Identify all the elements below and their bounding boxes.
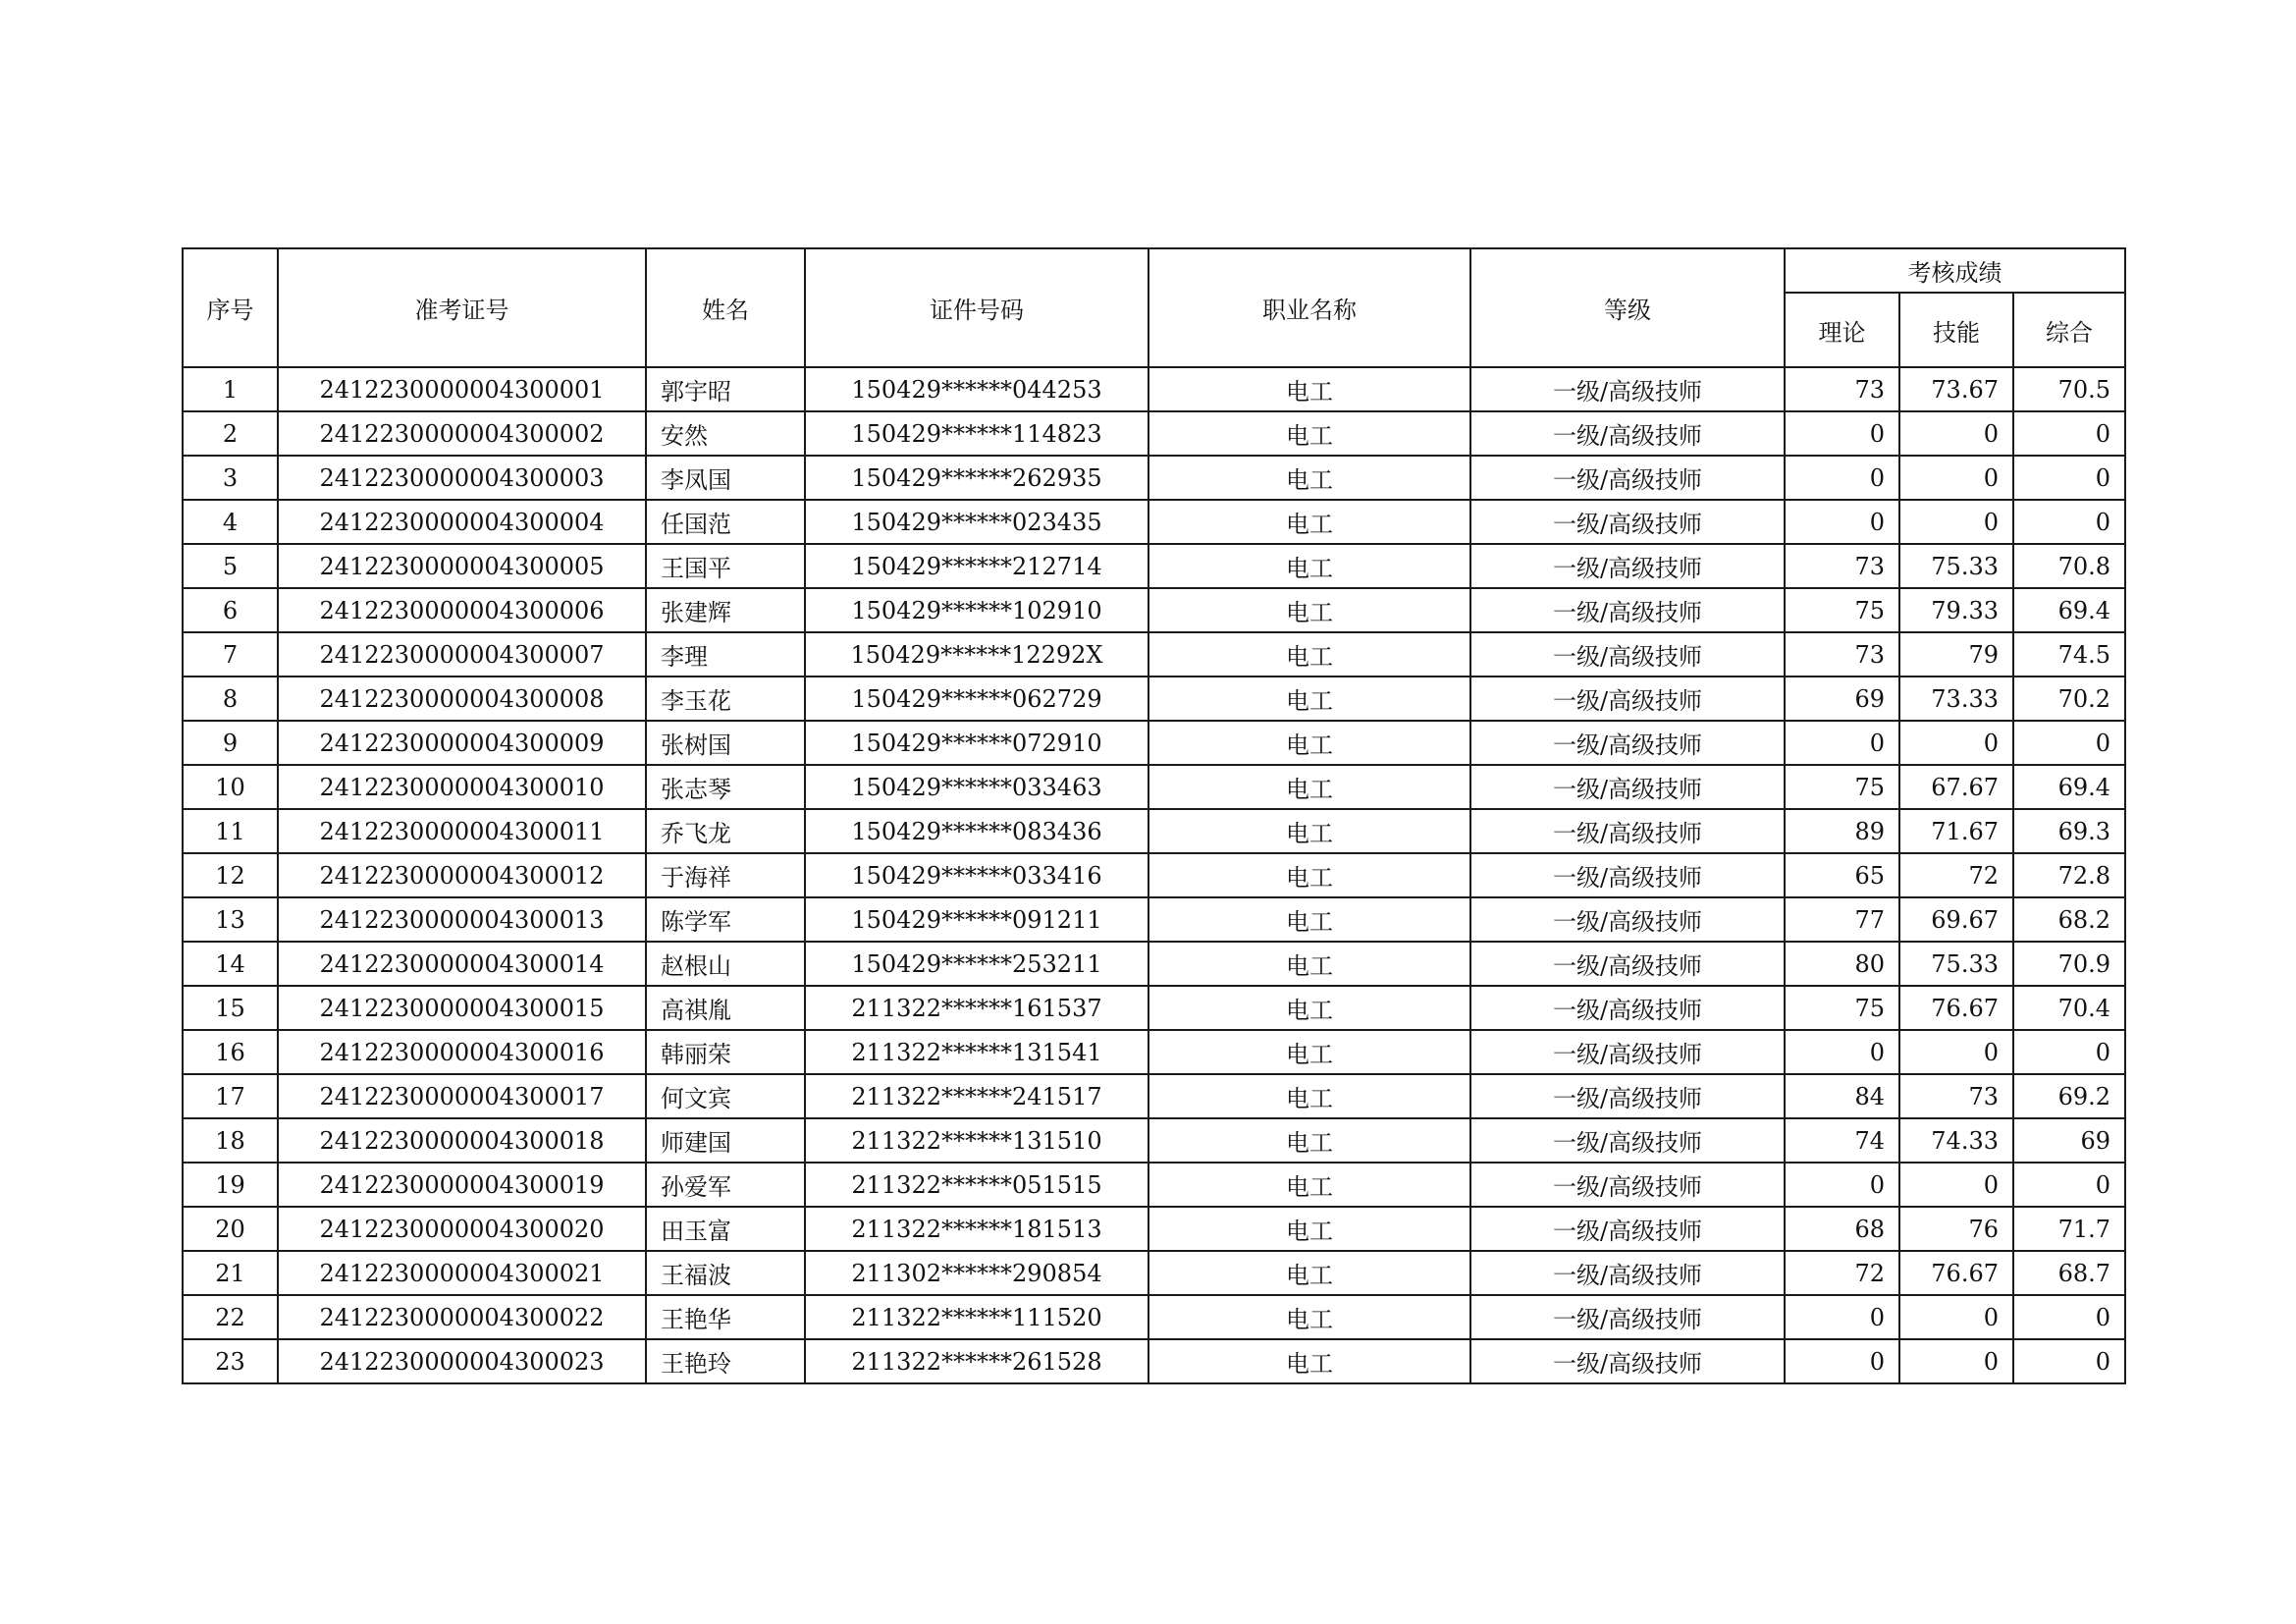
cell-skill: 71.67 <box>1899 809 2013 853</box>
cell-level: 一级/高级技师 <box>1470 1207 1785 1251</box>
cell-id-number: 211322******181513 <box>805 1207 1148 1251</box>
cell-skill: 74.33 <box>1899 1118 2013 1163</box>
cell-seq: 9 <box>183 721 278 765</box>
cell-occupation: 电工 <box>1148 1163 1470 1207</box>
table-row <box>183 942 2125 986</box>
cell-skill: 79 <box>1899 632 2013 677</box>
cell-level: 一级/高级技师 <box>1470 1295 1785 1339</box>
table-body <box>183 367 2125 1383</box>
cell-name: 孙爱军 <box>646 1163 805 1207</box>
header-id-number: 证件号码 <box>805 248 1148 367</box>
table-row <box>183 588 2125 632</box>
cell-theory: 75 <box>1785 588 1899 632</box>
header-exam-id: 准考证号 <box>278 248 646 367</box>
table-row <box>183 456 2125 500</box>
cell-level: 一级/高级技师 <box>1470 544 1785 588</box>
header-level: 等级 <box>1470 248 1785 367</box>
cell-occupation: 电工 <box>1148 765 1470 809</box>
cell-name: 安然 <box>646 411 805 456</box>
cell-theory: 0 <box>1785 1295 1899 1339</box>
table-row <box>183 1251 2125 1295</box>
cell-occupation: 电工 <box>1148 1295 1470 1339</box>
cell-level: 一级/高级技师 <box>1470 456 1785 500</box>
table-row <box>183 367 2125 411</box>
table-row <box>183 677 2125 721</box>
cell-theory: 0 <box>1785 411 1899 456</box>
cell-id-number: 150429******072910 <box>805 721 1148 765</box>
cell-theory: 89 <box>1785 809 1899 853</box>
cell-exam-id: 2412230000004300001 <box>278 367 646 411</box>
cell-theory: 68 <box>1785 1207 1899 1251</box>
table-row <box>183 500 2125 544</box>
cell-name: 高祺胤 <box>646 986 805 1030</box>
cell-name: 张树国 <box>646 721 805 765</box>
cell-seq: 12 <box>183 853 278 897</box>
cell-theory: 74 <box>1785 1118 1899 1163</box>
cell-exam-id: 2412230000004300017 <box>278 1074 646 1118</box>
cell-theory: 0 <box>1785 1339 1899 1383</box>
cell-occupation: 电工 <box>1148 1207 1470 1251</box>
cell-name: 郭宇昭 <box>646 367 805 411</box>
cell-skill: 0 <box>1899 1339 2013 1383</box>
cell-occupation: 电工 <box>1148 721 1470 765</box>
cell-name: 王福波 <box>646 1251 805 1295</box>
cell-id-number: 211322******131541 <box>805 1030 1148 1074</box>
cell-skill: 0 <box>1899 411 2013 456</box>
cell-name: 王艳华 <box>646 1295 805 1339</box>
cell-name: 李玉花 <box>646 677 805 721</box>
cell-skill: 67.67 <box>1899 765 2013 809</box>
cell-name: 任国范 <box>646 500 805 544</box>
cell-seq: 1 <box>183 367 278 411</box>
cell-name: 陈学军 <box>646 897 805 942</box>
cell-seq: 2 <box>183 411 278 456</box>
cell-theory: 73 <box>1785 632 1899 677</box>
cell-name: 张建辉 <box>646 588 805 632</box>
cell-seq: 22 <box>183 1295 278 1339</box>
cell-seq: 16 <box>183 1030 278 1074</box>
table-row <box>183 765 2125 809</box>
cell-seq: 4 <box>183 500 278 544</box>
header-theory: 理论 <box>1785 293 1899 367</box>
cell-overall: 0 <box>2013 1295 2125 1339</box>
cell-skill: 73.67 <box>1899 367 2013 411</box>
cell-occupation: 电工 <box>1148 1251 1470 1295</box>
cell-skill: 0 <box>1899 500 2013 544</box>
cell-theory: 0 <box>1785 456 1899 500</box>
table-row <box>183 986 2125 1030</box>
cell-occupation: 电工 <box>1148 544 1470 588</box>
cell-exam-id: 2412230000004300018 <box>278 1118 646 1163</box>
cell-id-number: 211322******261528 <box>805 1339 1148 1383</box>
cell-theory: 75 <box>1785 765 1899 809</box>
cell-overall: 0 <box>2013 1163 2125 1207</box>
cell-skill: 76.67 <box>1899 986 2013 1030</box>
cell-occupation: 电工 <box>1148 853 1470 897</box>
cell-seq: 17 <box>183 1074 278 1118</box>
cell-skill: 75.33 <box>1899 942 2013 986</box>
cell-exam-id: 2412230000004300009 <box>278 721 646 765</box>
cell-skill: 79.33 <box>1899 588 2013 632</box>
cell-exam-id: 2412230000004300015 <box>278 986 646 1030</box>
cell-occupation: 电工 <box>1148 986 1470 1030</box>
cell-occupation: 电工 <box>1148 1074 1470 1118</box>
table-row <box>183 1295 2125 1339</box>
cell-overall: 0 <box>2013 411 2125 456</box>
cell-exam-id: 2412230000004300020 <box>278 1207 646 1251</box>
cell-theory: 80 <box>1785 942 1899 986</box>
cell-seq: 19 <box>183 1163 278 1207</box>
table-row <box>183 411 2125 456</box>
cell-id-number: 150429******033416 <box>805 853 1148 897</box>
cell-overall: 70.4 <box>2013 986 2125 1030</box>
cell-seq: 13 <box>183 897 278 942</box>
cell-seq: 8 <box>183 677 278 721</box>
cell-skill: 73 <box>1899 1074 2013 1118</box>
cell-overall: 69.3 <box>2013 809 2125 853</box>
cell-occupation: 电工 <box>1148 897 1470 942</box>
cell-theory: 0 <box>1785 1030 1899 1074</box>
cell-name: 王艳玲 <box>646 1339 805 1383</box>
header-occupation: 职业名称 <box>1148 248 1470 367</box>
cell-skill: 0 <box>1899 1030 2013 1074</box>
header-scores-group: 考核成绩 <box>1785 248 2125 293</box>
cell-occupation: 电工 <box>1148 1118 1470 1163</box>
cell-exam-id: 2412230000004300005 <box>278 544 646 588</box>
cell-theory: 0 <box>1785 500 1899 544</box>
cell-level: 一级/高级技师 <box>1470 986 1785 1030</box>
cell-exam-id: 2412230000004300021 <box>278 1251 646 1295</box>
cell-exam-id: 2412230000004300016 <box>278 1030 646 1074</box>
cell-exam-id: 2412230000004300004 <box>278 500 646 544</box>
cell-overall: 70.8 <box>2013 544 2125 588</box>
cell-occupation: 电工 <box>1148 500 1470 544</box>
cell-seq: 7 <box>183 632 278 677</box>
cell-occupation: 电工 <box>1148 942 1470 986</box>
header-name: 姓名 <box>646 248 805 367</box>
cell-skill: 76 <box>1899 1207 2013 1251</box>
cell-name: 王国平 <box>646 544 805 588</box>
cell-overall: 0 <box>2013 456 2125 500</box>
cell-level: 一级/高级技师 <box>1470 897 1785 942</box>
table-row <box>183 1118 2125 1163</box>
table-row <box>183 897 2125 942</box>
cell-id-number: 150429******091211 <box>805 897 1148 942</box>
table-row <box>183 721 2125 765</box>
cell-overall: 70.2 <box>2013 677 2125 721</box>
cell-theory: 77 <box>1785 897 1899 942</box>
table-header <box>183 248 2125 367</box>
table-row <box>183 544 2125 588</box>
cell-overall: 69 <box>2013 1118 2125 1163</box>
header-skill: 技能 <box>1899 293 2013 367</box>
cell-exam-id: 2412230000004300006 <box>278 588 646 632</box>
cell-id-number: 211322******161537 <box>805 986 1148 1030</box>
cell-occupation: 电工 <box>1148 632 1470 677</box>
cell-occupation: 电工 <box>1148 809 1470 853</box>
cell-id-number: 150429******023435 <box>805 500 1148 544</box>
cell-level: 一级/高级技师 <box>1470 942 1785 986</box>
cell-seq: 10 <box>183 765 278 809</box>
cell-skill: 0 <box>1899 456 2013 500</box>
cell-exam-id: 2412230000004300003 <box>278 456 646 500</box>
cell-overall: 68.7 <box>2013 1251 2125 1295</box>
cell-level: 一级/高级技师 <box>1470 500 1785 544</box>
cell-theory: 0 <box>1785 721 1899 765</box>
cell-theory: 73 <box>1785 544 1899 588</box>
cell-exam-id: 2412230000004300010 <box>278 765 646 809</box>
cell-theory: 69 <box>1785 677 1899 721</box>
cell-exam-id: 2412230000004300022 <box>278 1295 646 1339</box>
cell-level: 一级/高级技师 <box>1470 765 1785 809</box>
cell-overall: 0 <box>2013 1030 2125 1074</box>
cell-name: 李凤国 <box>646 456 805 500</box>
cell-name: 何文宾 <box>646 1074 805 1118</box>
cell-seq: 5 <box>183 544 278 588</box>
cell-name: 韩丽荣 <box>646 1030 805 1074</box>
cell-level: 一级/高级技师 <box>1470 853 1785 897</box>
cell-occupation: 电工 <box>1148 456 1470 500</box>
table-row <box>183 1207 2125 1251</box>
score-table <box>182 247 2126 1384</box>
cell-exam-id: 2412230000004300014 <box>278 942 646 986</box>
cell-seq: 11 <box>183 809 278 853</box>
cell-skill: 76.67 <box>1899 1251 2013 1295</box>
cell-overall: 69.4 <box>2013 765 2125 809</box>
cell-exam-id: 2412230000004300023 <box>278 1339 646 1383</box>
cell-overall: 71.7 <box>2013 1207 2125 1251</box>
cell-name: 赵根山 <box>646 942 805 986</box>
cell-level: 一级/高级技师 <box>1470 367 1785 411</box>
cell-occupation: 电工 <box>1148 1339 1470 1383</box>
cell-id-number: 150429******033463 <box>805 765 1148 809</box>
cell-exam-id: 2412230000004300008 <box>278 677 646 721</box>
cell-theory: 65 <box>1785 853 1899 897</box>
cell-id-number: 150429******044253 <box>805 367 1148 411</box>
cell-occupation: 电工 <box>1148 588 1470 632</box>
table-row <box>183 853 2125 897</box>
cell-id-number: 150429******083436 <box>805 809 1148 853</box>
header-seq: 序号 <box>183 248 278 367</box>
cell-skill: 69.67 <box>1899 897 2013 942</box>
cell-name: 田玉富 <box>646 1207 805 1251</box>
cell-overall: 70.5 <box>2013 367 2125 411</box>
cell-seq: 14 <box>183 942 278 986</box>
cell-level: 一级/高级技师 <box>1470 1074 1785 1118</box>
cell-name: 师建国 <box>646 1118 805 1163</box>
cell-level: 一级/高级技师 <box>1470 1251 1785 1295</box>
table-row <box>183 1163 2125 1207</box>
cell-seq: 21 <box>183 1251 278 1295</box>
cell-level: 一级/高级技师 <box>1470 632 1785 677</box>
cell-id-number: 150429******062729 <box>805 677 1148 721</box>
cell-overall: 70.9 <box>2013 942 2125 986</box>
cell-skill: 72 <box>1899 853 2013 897</box>
cell-name: 张志琴 <box>646 765 805 809</box>
cell-overall: 74.5 <box>2013 632 2125 677</box>
cell-name: 乔飞龙 <box>646 809 805 853</box>
cell-level: 一级/高级技师 <box>1470 1118 1785 1163</box>
cell-exam-id: 2412230000004300013 <box>278 897 646 942</box>
cell-overall: 0 <box>2013 1339 2125 1383</box>
cell-overall: 69.4 <box>2013 588 2125 632</box>
cell-skill: 75.33 <box>1899 544 2013 588</box>
cell-overall: 68.2 <box>2013 897 2125 942</box>
cell-id-number: 211322******131510 <box>805 1118 1148 1163</box>
cell-occupation: 电工 <box>1148 411 1470 456</box>
cell-id-number: 211322******051515 <box>805 1163 1148 1207</box>
header-overall: 综合 <box>2013 293 2125 367</box>
cell-id-number: 150429******114823 <box>805 411 1148 456</box>
cell-exam-id: 2412230000004300019 <box>278 1163 646 1207</box>
cell-level: 一级/高级技师 <box>1470 588 1785 632</box>
cell-theory: 84 <box>1785 1074 1899 1118</box>
cell-seq: 15 <box>183 986 278 1030</box>
cell-level: 一级/高级技师 <box>1470 411 1785 456</box>
cell-occupation: 电工 <box>1148 367 1470 411</box>
cell-exam-id: 2412230000004300007 <box>278 632 646 677</box>
cell-occupation: 电工 <box>1148 677 1470 721</box>
cell-theory: 0 <box>1785 1163 1899 1207</box>
cell-level: 一级/高级技师 <box>1470 1163 1785 1207</box>
cell-seq: 3 <box>183 456 278 500</box>
cell-skill: 73.33 <box>1899 677 2013 721</box>
cell-level: 一级/高级技师 <box>1470 1339 1785 1383</box>
cell-id-number: 211302******290854 <box>805 1251 1148 1295</box>
cell-id-number: 150429******102910 <box>805 588 1148 632</box>
table-row <box>183 809 2125 853</box>
cell-overall: 72.8 <box>2013 853 2125 897</box>
table-row <box>183 1339 2125 1383</box>
cell-seq: 23 <box>183 1339 278 1383</box>
cell-level: 一级/高级技师 <box>1470 809 1785 853</box>
cell-skill: 0 <box>1899 1295 2013 1339</box>
table-row <box>183 632 2125 677</box>
cell-id-number: 150429******12292X <box>805 632 1148 677</box>
cell-seq: 6 <box>183 588 278 632</box>
cell-theory: 72 <box>1785 1251 1899 1295</box>
cell-id-number: 150429******262935 <box>805 456 1148 500</box>
cell-theory: 73 <box>1785 367 1899 411</box>
cell-level: 一级/高级技师 <box>1470 1030 1785 1074</box>
cell-level: 一级/高级技师 <box>1470 721 1785 765</box>
cell-id-number: 150429******253211 <box>805 942 1148 986</box>
cell-occupation: 电工 <box>1148 1030 1470 1074</box>
cell-seq: 18 <box>183 1118 278 1163</box>
cell-id-number: 211322******111520 <box>805 1295 1148 1339</box>
cell-exam-id: 2412230000004300012 <box>278 853 646 897</box>
table-row <box>183 1030 2125 1074</box>
cell-name: 李理 <box>646 632 805 677</box>
cell-overall: 0 <box>2013 721 2125 765</box>
table-row <box>183 1074 2125 1118</box>
cell-theory: 75 <box>1785 986 1899 1030</box>
cell-overall: 69.2 <box>2013 1074 2125 1118</box>
cell-skill: 0 <box>1899 1163 2013 1207</box>
cell-exam-id: 2412230000004300002 <box>278 411 646 456</box>
cell-seq: 20 <box>183 1207 278 1251</box>
cell-exam-id: 2412230000004300011 <box>278 809 646 853</box>
cell-skill: 0 <box>1899 721 2013 765</box>
cell-overall: 0 <box>2013 500 2125 544</box>
cell-id-number: 211322******241517 <box>805 1074 1148 1118</box>
cell-level: 一级/高级技师 <box>1470 677 1785 721</box>
cell-id-number: 150429******212714 <box>805 544 1148 588</box>
cell-name: 于海祥 <box>646 853 805 897</box>
